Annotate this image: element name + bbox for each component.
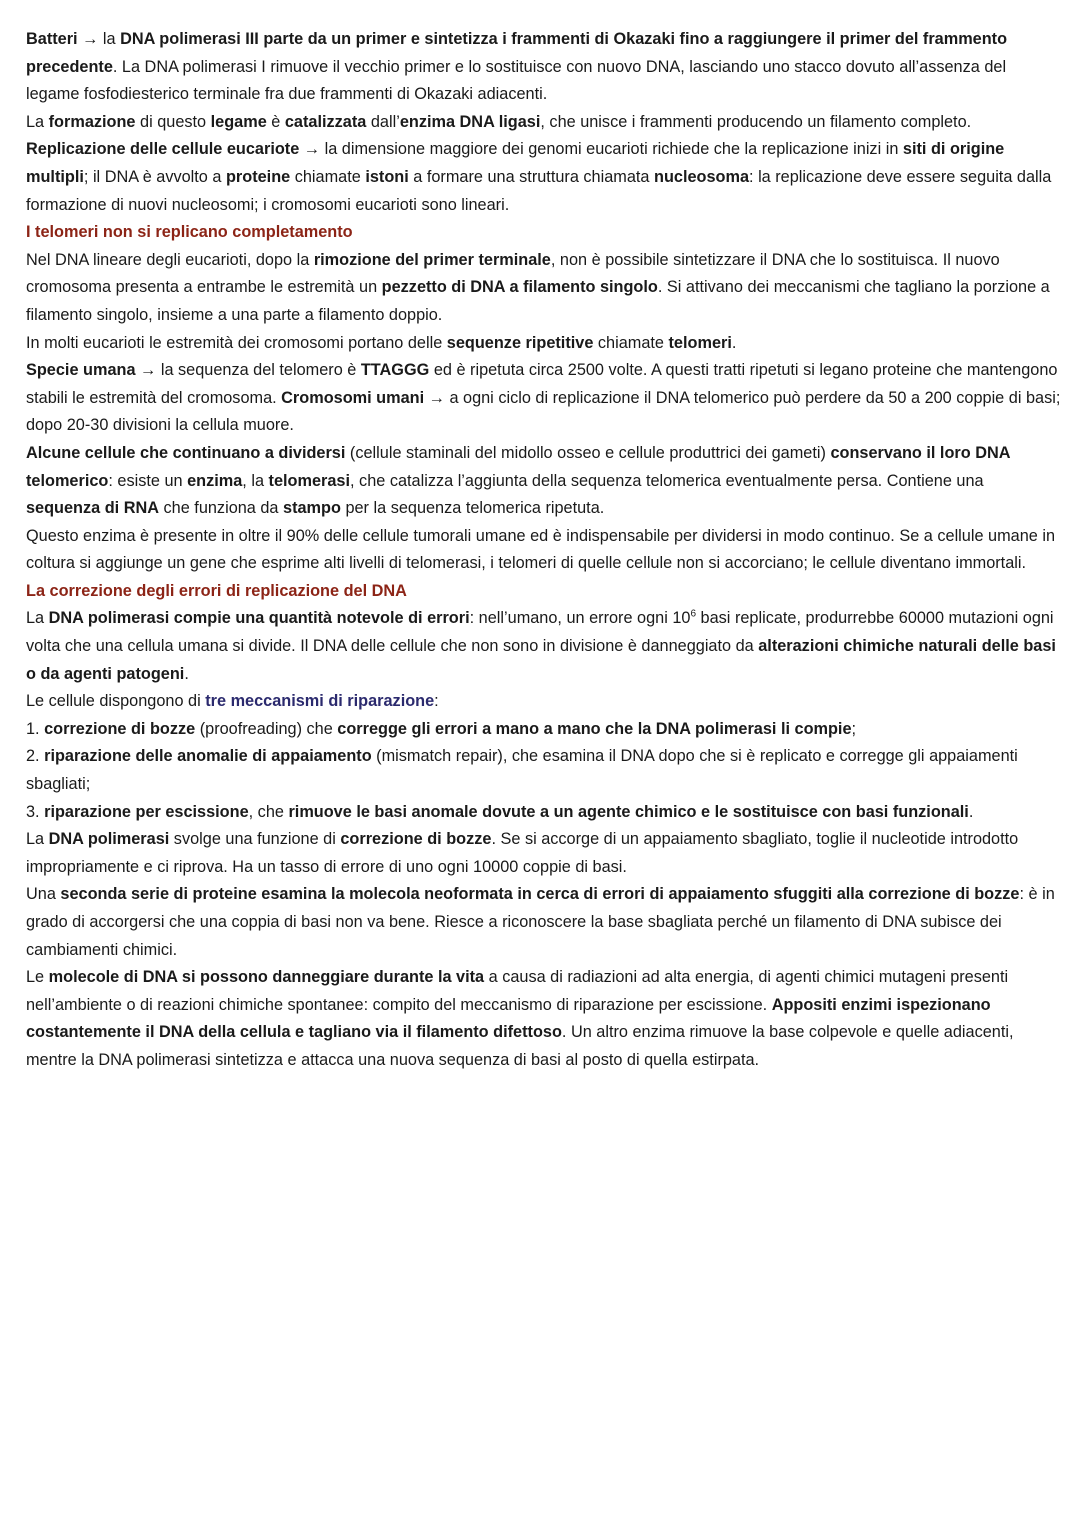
text-run: . La DNA polimerasi I rimuove il vecchio primer e lo sostituisce con nuovo DNA, lasciando uno stacco dovuto all’assenza del legame fosfodiesterico terminale fra due frammenti di Okazaki adiacenti. [26,57,1007,104]
bold-text: molecole di DNA si possono danneggiare durante la vita [48,968,485,987]
paragraph-p3 [26,136,1062,219]
text-run: chiamate [290,167,366,186]
bold-text: sequenza di RNA [26,499,159,518]
text-run: 2. [26,747,45,766]
bold-text: Appositi enzimi ispezionano costantemente il DNA della cellula e tagliano via il filamento difettoso [26,995,991,1042]
text-run: . Si attivano dei meccanismi che tagliano la porzione a filamento singolo, insieme a una parte a filamento doppio. [26,278,1050,324]
bold-text: telomeri [668,333,732,352]
paragraph-p14 [26,826,1062,881]
bold-text: siti di origine multipli [26,140,1005,186]
text-run: La [26,830,49,849]
bold-text: catalizzata [284,112,367,131]
text-run: Nel DNA lineare degli eucarioti, dopo la [26,250,314,269]
bold-text: pezzetto di DNA a filamento singolo [381,278,658,297]
text-run: . [184,664,189,683]
text-run: , che catalizza l’aggiunta della sequenza telomerica eventualmente persa. Contiene una [350,471,984,490]
text-run: : nell’umano, un errore ogni 10 [469,609,691,628]
bold-text: Cromosomi umani [281,388,425,407]
paragraph-p1 [26,26,1062,109]
text-run: di questo [135,112,211,131]
text-run: che funziona da [159,499,284,518]
text-run: (cellule staminali del midollo osseo e cellule produttrici dei gameti) [345,443,831,462]
text-run: , non è possibile sintetizzare il DNA che lo sostituisca. Il nuovo cromosoma presenta a entrambe le estremità un [26,250,1000,297]
bold-text: istoni [365,167,409,186]
text-run: . [968,802,974,821]
text-run: La [26,112,49,131]
text-run: svolge una funzione di [169,830,341,849]
text-run: → la [77,30,121,48]
text-run: ; [851,719,857,738]
text-run: : esiste un [108,471,188,490]
bold-text: riparazione per escissione [44,802,249,821]
text-run: per la sequenza telomerica ripetuta. [340,499,605,518]
text-run: La [26,609,49,628]
bold-text: rimuove le basi anomale dovute a un agente chimico e le sostituisce con basi funzionali [288,802,969,821]
bold-text: Specie umana [26,361,136,380]
bold-text: formazione [48,112,136,131]
bold-text: correzione di bozze [340,830,492,849]
bold-text: TTAGGG [360,361,430,380]
document-body [26,26,1062,1075]
bold-text: Batteri [26,30,78,48]
text-run: . Se si accorge di un appaiamento sbagliato, toglie il nucleotide introdotto impropriamente e ci riprova. Ha un tasso di errore di uno ogni 10000 coppie di basi. [26,830,1019,876]
paragraph-p12 [26,743,1062,798]
text-run: : [434,692,439,711]
paragraph-p10 [26,688,1062,716]
text-run: Le [26,968,49,987]
text-run: . Un altro enzima rimuove la base colpevole e quelle adiacenti, mentre la DNA polimerasi sintetizza e attacca una nuova sequenza di basi al posto di quella estirpata. [26,1023,1014,1069]
text-run: a formare una struttura chiamata [408,167,654,186]
text-run: , che [248,802,289,821]
bold-text: DNA polimerasi [48,830,170,849]
bold-text: corregge gli errori a mano a mano che la DNA polimerasi li compie [337,719,852,738]
text-run: Le cellule dispongono di [26,692,206,711]
bold-text: DNA polimerasi compie una quantità notevole di errori [48,609,470,628]
paragraph-p8 [26,523,1062,578]
text-run: Una [26,885,61,904]
highlight-text: tre meccanismi di riparazione [205,692,435,711]
bold-text: alterazioni chimiche naturali delle basi o da agenti patogeni [26,637,1056,683]
text-run: chiamate [593,333,669,352]
paragraph-p11 [26,716,1062,744]
bold-text: nucleosoma [654,167,750,186]
bold-text: correzione di bozze [44,719,196,738]
text-run: ; il DNA è avvolto a [83,167,226,186]
bold-text: seconda serie di proteine esamina la molecola neoformata in cerca di errori di appaiamento sfuggiti alla correzione di bozze [60,885,1020,904]
text-run: (proofreading) che [195,719,338,738]
text-run: → la dimensione maggiore dei genomi eucarioti richiede che la replicazione inizi in [299,140,903,159]
paragraph-p7 [26,440,1062,523]
paragraph-p5 [26,330,1062,358]
bold-text: enzima [187,471,243,490]
text-run: 1. [26,719,45,738]
text-run: è [266,112,285,131]
bold-text: legame [210,112,267,131]
bold-text: DNA polimerasi III parte da un primer e sintetizza i frammenti di Okazaki fino a raggiungere il primer del frammento precedente [26,30,1008,76]
section-heading: La correzione degli errori di replicazione del DNA [26,581,407,600]
paragraph-p2 [26,109,1062,137]
text-run: , la [242,471,269,490]
bold-text: stampo [283,499,341,518]
text-run: : la replicazione deve essere seguita dalla formazione di nuovi nucleosomi; i cromosomi eucarioti sono lineari. [26,167,1052,214]
bold-text: Replicazione delle cellule eucariote [26,140,300,159]
text-run: → a ogni ciclo di replicazione il DNA telomerico può perdere da 50 a 200 coppie di basi; dopo 20-30 divisioni la cellula muore. [26,388,1061,435]
text-run: (mismatch repair), che esamina il DNA dopo che si è replicato e corregge gli appaiamenti sbagliati; [26,747,1018,794]
paragraph-p4 [26,247,1062,330]
paragraph-p15 [26,881,1062,964]
paragraph-p6 [26,357,1062,440]
bold-text: conservano il loro DNA telomerico [26,443,1010,490]
text-run: a causa di radiazioni ad alta energia, di agenti chimici mutageni presenti nell’ambiente o di reazioni chimiche spontanee: compito del meccanismo di riparazione per escissione. [26,968,1009,1014]
text-run: ed è ripetuta circa 2500 volte. A questi tratti ripetuti si legano proteine che mantengono stabili le estremità del cromosoma. [26,361,1058,407]
text-run: , che unisce i frammenti producendo un filamento completo. [540,112,972,131]
bold-text: proteine [225,167,291,186]
text-run: basi replicate, produrrebbe 60000 mutazioni ogni volta che una cellula umana si divide. Il DNA delle cellule che non sono in divisione è danneggiato da [26,609,1054,656]
superscript: 6 [690,609,697,621]
bold-text: rimozione del primer terminale [313,250,551,269]
paragraph-p16 [26,964,1062,1074]
paragraph-p9 [26,605,1062,688]
text-run: : è in grado di accorgersi che una coppia di basi non va bene. Riesce a riconoscere la base sbagliata perché un filamento di DNA subisce dei cambiamenti chimici. [26,885,1055,959]
text-run: In molti eucarioti le estremità dei cromosomi portano delle [26,333,447,352]
bold-text: riparazione delle anomalie di appaiamento [44,747,372,766]
bold-text: enzima DNA ligasi [399,112,541,131]
paragraph-p13 [26,799,1062,827]
text-run: 3. [26,802,45,821]
section-heading: I telomeri non si replicano completamento [26,223,353,242]
bold-text: telomerasi [268,471,350,490]
bold-text: Alcune cellule che continuano a dividersi [26,443,346,462]
text-run: dall’ [366,112,400,131]
text-run: Questo enzima è presente in oltre il 90% delle cellule tumorali umane ed è indispensabile per dividersi in modo continuo. Se a cellule umane in coltura si aggiunge un gene che esprime alti livelli di telomerasi, i telomeri di quelle cellule non si accorciano; le cellule diventano immortali. [26,526,1056,573]
text-run: → la sequenza del telomero è [135,361,361,380]
text-run: . [731,333,737,352]
bold-text: sequenze ripetitive [446,333,594,352]
